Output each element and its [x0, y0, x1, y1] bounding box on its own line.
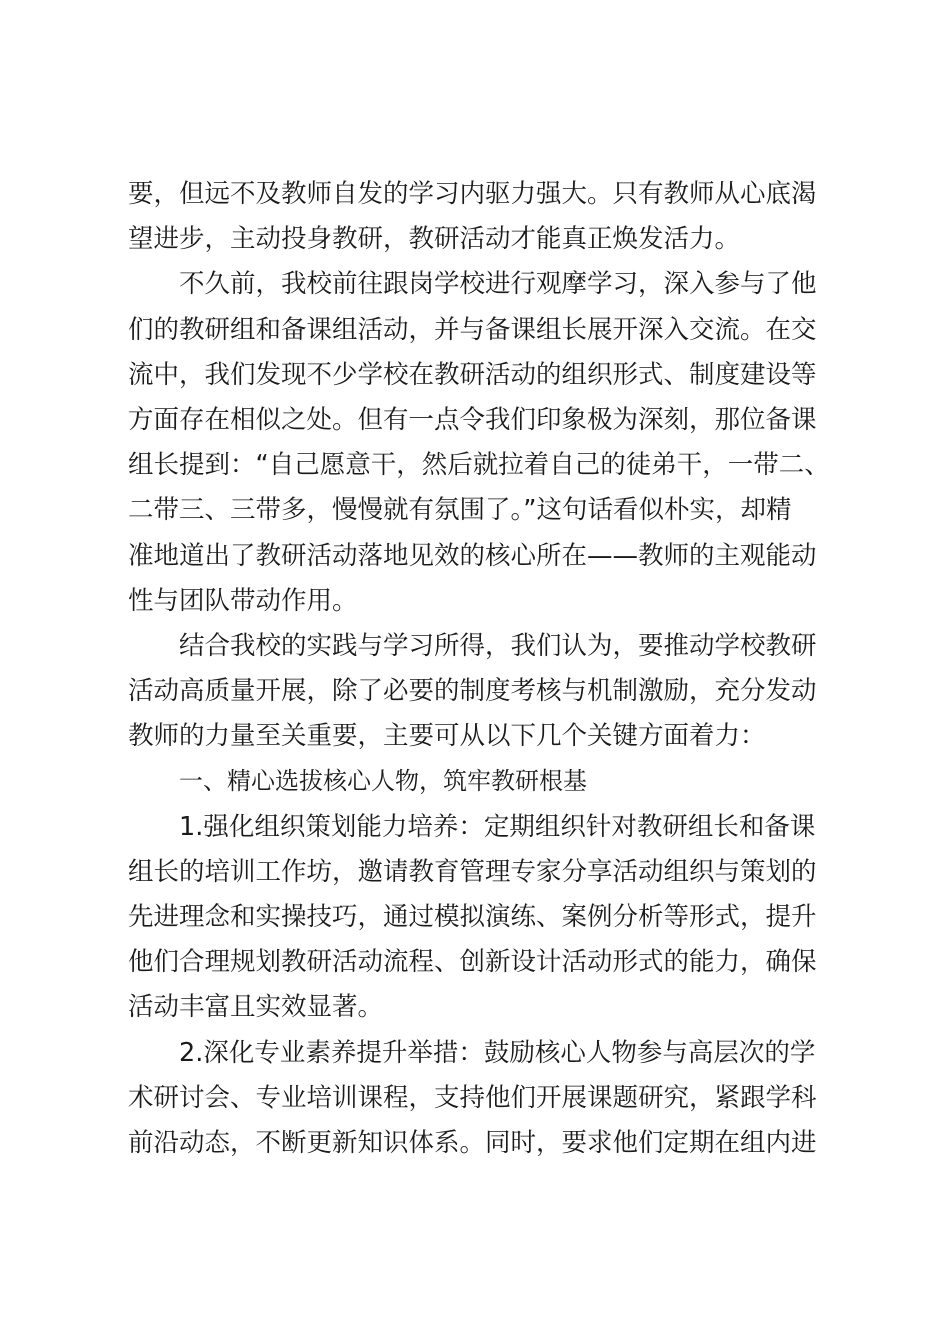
text-line: 要，但远不及教师自发的学习内驱力强大。只有教师从心底渴	[128, 179, 817, 209]
text-line: 他们合理规划教研活动流程、创新设计活动形式的能力，确保	[128, 947, 817, 978]
text-line: 准地道出了教研活动落地见效的核心所在——教师的主观能动	[128, 540, 817, 571]
text-line: 不久前，我校前往跟岗学校进行观摩学习，深入参与了他	[179, 269, 817, 300]
paragraph-p5	[128, 1031, 834, 1167]
section-heading	[128, 759, 834, 804]
text-line: 术研讨会、专业培训课程，支持他们开展课题研究，紧跟学科	[128, 1082, 817, 1113]
text-line: 2.深化专业素养提升举措：鼓励核心人物参与高层次的学	[179, 1037, 816, 1068]
text-line: 活动丰富且实效显著。	[128, 992, 384, 1023]
document-body	[128, 172, 834, 1166]
paragraph-p3	[128, 624, 834, 760]
text-line: 二带三、三带多，慢慢就有氛围了。”这句话看似朴实，却精	[128, 495, 792, 526]
text-line: 结合我校的实践与学习所得，我们认为，要推动学校教研	[179, 630, 817, 661]
text-line: 组长提到：“自己愿意干，然后就拉着自己的徒弟干，一带二、	[128, 450, 830, 481]
text-line: 组长的培训工作坊，邀请教育管理专家分享活动组织与策划的	[128, 856, 817, 887]
paragraph-p4	[128, 805, 834, 1031]
text-line: 性与团队带动作用。	[128, 585, 358, 616]
text-line: 方面存在相似之处。但有一点令我们印象极为深刻，那位备课	[128, 404, 817, 435]
text-line: 教师的力量至关重要，主要可从以下几个关键方面着力：	[128, 721, 766, 752]
text-line: 先进理念和实操技巧，通过模拟演练、案例分析等形式，提升	[128, 902, 817, 932]
text-line: 们的教研组和备课组活动，并与备课组长展开深入交流。在交	[128, 314, 817, 345]
text-line: 1.强化组织策划能力培养：定期组织针对教研组长和备课	[179, 811, 816, 842]
section-heading-text: 一、精心选拔核心人物，筑牢教研根基	[179, 767, 587, 796]
text-line: 望进步，主动投身教研，教研活动才能真正焕发活力。	[128, 224, 741, 255]
paragraph-p1	[128, 172, 834, 262]
text-line: 前沿动态，不断更新知识体系。同时，要求他们定期在组内进	[128, 1127, 817, 1158]
paragraph-p2	[128, 262, 834, 624]
text-line: 流中，我们发现不少学校在教研活动的组织形式、制度建设等	[128, 359, 817, 390]
text-line: 活动高质量开展，除了必要的制度考核与机制激励，充分发动	[128, 676, 817, 707]
